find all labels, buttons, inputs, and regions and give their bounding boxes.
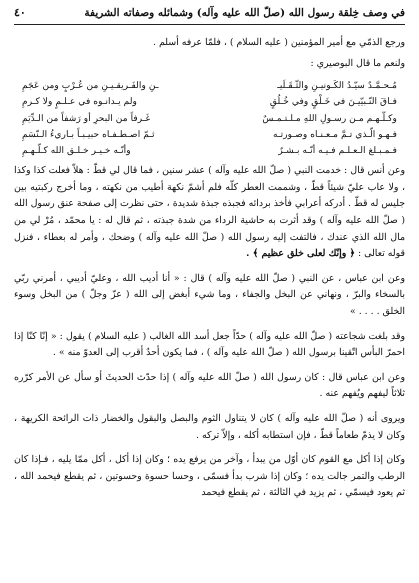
paragraph-1: ورجع الذمّي مع أمير المؤمنين ( عليه السلام ) ، فلمّا عرفه أسلم . — [152, 37, 405, 48]
poem-verse — [22, 143, 397, 159]
paragraph-5: وقد بلغت شجاعته ( صلّ الله عليه وآله ) حدّاً جعل أسد الله الغالب ( عليه السلام ) يقول : « إنّا كنّا إذا احمرّ البأس اتّقينا برسول الله ( صلّ الله عليه وآله ) ، فما يكون أحدٌ أقرب إلى العدوّ منه » . — [14, 330, 405, 359]
paragraph-7: ويروى أنه ( صلّ الله عليه وآله ) كان لا يتناول الثوم والبصل والبقول والخضار ذات الرائحة الكريهة ، وكان لا يذمّ طعاماً قطّ ، فإن استطابه أكله ، وإلاّ تركه . — [14, 412, 405, 441]
poem — [22, 78, 397, 159]
verse-second-hemistich: وأنّـه خـيـر خـلـق الله كـلّـهـمِ — [22, 145, 131, 156]
verse-second-hemistich: ـنِ والفَـريقـيـنِ من عُـرْبٍ ومن عَجَمِ — [22, 80, 159, 92]
paragraph-6: وعن ابن عباس قال : كان رسول الله ( صلّ الله عليه وآله ) إذا حدّث الحديثَ أو سأل عن الأمر كرّره ثلاثاً ليفهم ويُفهم عنه . — [14, 371, 405, 400]
verse-first-hemistich: فـمـبـلغ الـعـلـم فـيـه أنّـه بـشـرٌ — [278, 145, 397, 156]
verse-second-hemistich: ثـمّ اصـطـفـاه حبيـبـاً بـاريءُ الـنّسَمِ — [22, 128, 155, 140]
verse-second-hemistich: غَـرفاً من البحرِ أو رَشفاً من الـدِّيَمِ — [22, 112, 151, 124]
quran-verse: ﴿ وإنّك لعلى خلق عظيم ﴾ . — [246, 248, 356, 260]
poem-verse — [22, 78, 397, 94]
running-title: في وصف خِلقة رسول الله (صلّ الله عليه وآله) وشمائله وصفاته الشريفة — [84, 7, 405, 19]
verse-first-hemistich: فـهـو الّـذي تـمَّ مـعـنـاه وصـورتـه — [273, 128, 397, 140]
page-body — [14, 35, 405, 502]
verse-first-hemistich: فـاقَ النّـبيّيـنَ في خَـلْقٍ وفي خُـلُقٍ — [269, 96, 397, 108]
paragraph-8: وكان إذا أكل مع القوم كان أوّل من يبدأ ، وآخر من يرفع يده ؛ وكان إذا أكل ، أكل ممّا يليه ، فـإذا كان الرطب والتمر جالت يده ؛ وكان إذا شرب بدأ فسمّى ، وحسا حسوة وحسوتين ، ثم يقطع فيحمد الله ، ثم يعود فيسمّي ، ثم يزيد في الثالثة ، ثم يقطع فيحمد — [14, 454, 405, 499]
paragraph-3 — [14, 163, 405, 263]
poem-verse — [22, 94, 397, 110]
paragraph-4: وعن ابن عباس ، عن النبي ( صلّ الله عليه وآله ) قال : « أنا أديب الله ، وعليّ أديبي ، أمرني ربّي بالسخاء والبرّ ، ونهاني عن البخل والجفاء ، وما شيء أبغض إلى الله ( عزّ وجلّ ) من البخل وسوء الخلق . . . . » — [14, 272, 405, 317]
page-number: ٤٠ — [14, 6, 26, 19]
verse-first-hemistich: وكـلُّـهـم مـن رسـولِ اللهِ مـلـتـمـسٌ — [262, 112, 397, 124]
paragraph-2: ولنعم ما قال البوصيري : — [310, 57, 405, 69]
verse-first-hemistich: مُـحـمَّـدٌ سيّـدُ الكَـونيـنِ والثّـقَـلَيـ — [277, 80, 397, 92]
poem-verse — [22, 111, 397, 127]
poem-verse — [22, 127, 397, 143]
paragraph-3-text: وعن أنس قال : خدمت النبي ( صلّ الله عليه وآله ) عشر سنين ، فما قال لي قطّ : هلاّ فعلت كذا وكذا ، ولا عاب عليّ شيئاً قطّ ، وشممت العطر كلّه فلم أشمّ نكهة أطيب من نكهته ، وما أخرج ركبتيه بين جليس له قطّ . أدركه أعرابي فأخذ بردائه فجبذه جبذة شديدة ، حتى نظرت إلى صفحة عنق رسول الله ( صلّ الله عليه وآله ) وقد أثرت به حاشية الرداء من شدة جبذته ، ثم قال له : يا محمّد ، مُرْ لي من مال الله الذي عندك ، فالتفت إليه رسول الله ( صلّ الله عليه وآله ) وضحك ، وأمر له بعطاء ، فنزل قوله تعالى : — [14, 165, 405, 260]
page-header — [14, 6, 405, 25]
verse-second-hemistich: ولم يـدانـوه في عـلـمٍ ولا كـرمِ — [22, 96, 137, 108]
